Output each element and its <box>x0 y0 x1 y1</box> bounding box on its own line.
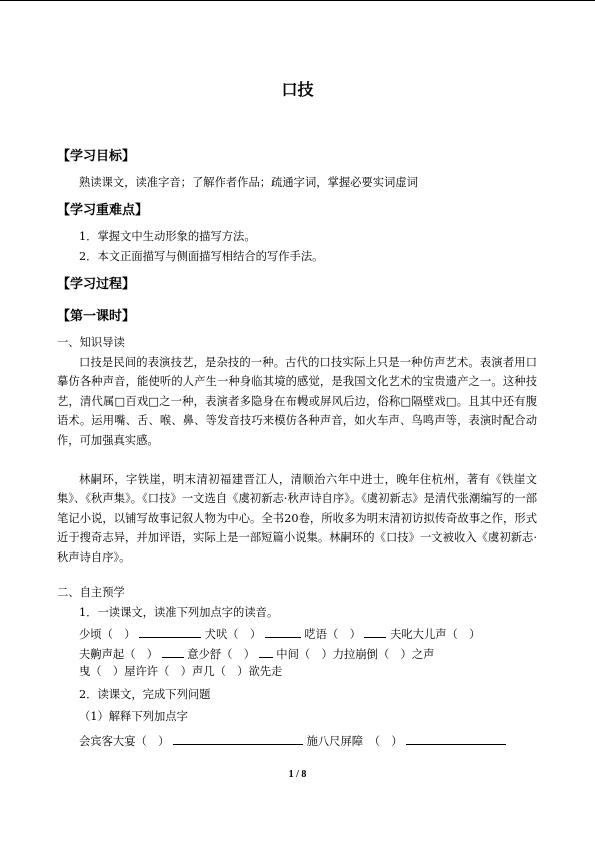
answer-blank[interactable] <box>139 625 201 638</box>
item-fuhou: 夫齁声起（ ） <box>79 648 159 661</box>
question-2: 2．读课文，完成下列问题 <box>79 688 211 701</box>
item-quanfei: 犬吠（ ） <box>204 628 262 641</box>
answer-blank[interactable] <box>173 732 303 745</box>
answer-blank[interactable] <box>364 625 386 638</box>
sub-question-1: （1）解释下列加点字 <box>79 710 188 723</box>
heading-goals: 【学习目标】 <box>57 149 136 164</box>
page-number: 1 / 8 <box>288 769 307 780</box>
question-1: 1．一读课文，读准下列加点字的读音。 <box>79 606 279 619</box>
pronunciation-row-3: 曳（ ）屋许许（ ）声几（ ）欲先走 <box>79 665 283 678</box>
intro-paragraph-2: 林嗣环，字铁崖，明末清初福建晋江人，清顺治六年中进士，晚年住杭州，著有《铁崖文集》、《秋声集》。《口技》一文选自《虞初新志·秋声诗自序》。《虞初新志》是清代张潮编写的一部笔记小说，以铺写故事记叙人物为中心。全书20卷，所收多为明末清初访拟传奇故事之作，形式近于搜奇志异，并加评语，实际上是一部短篇小说集。林嗣环的《口技》一文被收入《虞初新志·秋声诗自序》。 <box>57 473 537 564</box>
item-yishaoshu: 意少舒（ ） <box>187 648 256 661</box>
pronunciation-row-1 <box>79 625 480 642</box>
item-fuchi: 夫叱大儿声（ ） <box>390 628 481 641</box>
intro-paragraph-1: 口技是民间的表演技艺，是杂技的一种。古代的口技实际上只是一种仿声艺术。表演者用口摹仿各种声音，能使听的人产生一种身临其境的感觉，是我国文化艺术的宝贵遗产之一。这种技艺，清代属□百戏□之一种，表演者多隐身在布幔或屏风后边，俗称□隔壁戏□。且其中还有腹语术。运用嘴、舌、喉、鼻、等发音技巧来模仿各种声音，如火车声、鸟鸣声等，表演时配合动作，可加强真实感。 <box>57 356 537 447</box>
answer-blank[interactable] <box>406 732 506 745</box>
answer-blank[interactable] <box>259 645 273 658</box>
item-shibachi: 施八尺屏障 （ ） <box>306 735 403 748</box>
item-yiyu: 呓语（ ） <box>304 628 361 641</box>
item-zhongjian: 中间（ ）力拉崩倒（ ）之声 <box>276 648 435 661</box>
item-huibinke: 会宾客大宴（ ） <box>79 735 170 748</box>
answer-blank[interactable] <box>162 645 184 658</box>
part1-heading: 一、知识导读 <box>57 336 125 349</box>
item-shaoqing: 少顷（ ） <box>79 628 136 641</box>
key-point-2: 2．本文正面描写与侧面描写相结合的写作手法。 <box>79 250 324 263</box>
page-title: 口技 <box>281 80 314 99</box>
goals-text: 熟读课文，读准字音；了解作者作品；疏通字词，掌握必要实词虚词 <box>79 176 418 189</box>
answer-blank[interactable] <box>265 625 301 638</box>
page-top-rule <box>0 0 595 1</box>
key-point-1: 1．掌握文中生动形象的描写方法。 <box>79 230 256 243</box>
part2-heading: 二、自主预学 <box>57 586 125 599</box>
heading-key-points: 【学习重难点】 <box>57 203 149 218</box>
heading-lesson1: 【第一课时】 <box>57 309 136 324</box>
heading-process: 【学习过程】 <box>57 277 136 292</box>
definition-row-1 <box>79 732 506 749</box>
pronunciation-row-2 <box>79 645 434 662</box>
